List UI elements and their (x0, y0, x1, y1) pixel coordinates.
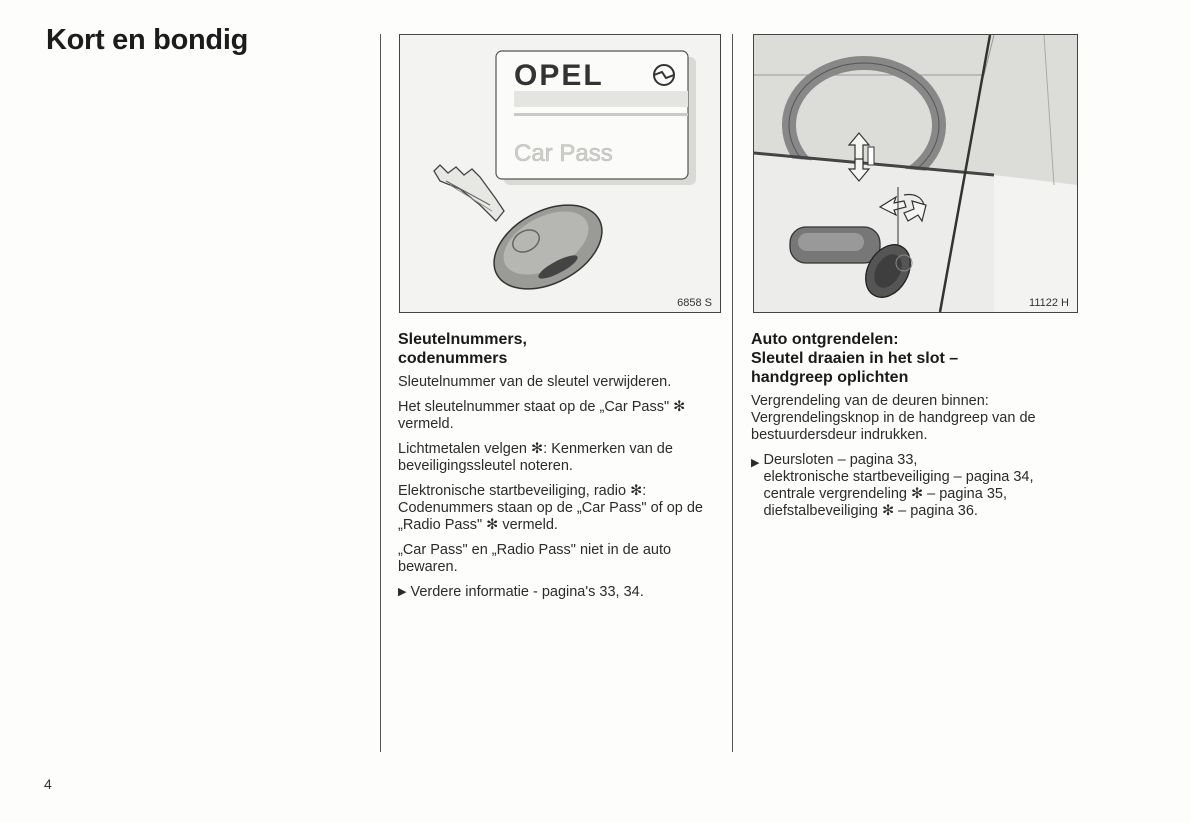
column-divider-right (732, 34, 733, 752)
section-heading: Auto ontgrendelen: Sleutel draaien in het slot – handgreep oplichten (751, 331, 959, 386)
opel-brand-text: OPEL (514, 59, 604, 92)
key-icon (434, 165, 616, 306)
page-title: Kort en bondig (46, 24, 248, 56)
car-pass-label: Car Pass (514, 140, 613, 167)
figure-code: 11122 H (1029, 297, 1069, 309)
paragraph: Lichtmetalen velgen ✻: Kenmerken van de beveiligingssleutel noteren. (398, 441, 673, 474)
section-heading: Sleutelnummers, codenummers (398, 331, 527, 367)
column-divider-left (380, 34, 381, 752)
paragraph: Vergrendeling van de deuren binnen: Vergrendelingsknop in de handgreep van de bestuurdersdeur indrukken. (751, 393, 1036, 443)
unlock-car-section (751, 330, 1077, 528)
triangle-right-icon: ▶ (751, 457, 760, 469)
reference-line: ▶ Verdere informatie - pagina's 33, 34. (398, 584, 644, 600)
paragraph: Het sleutelnummer staat op de „Car Pass" ✻ vermeld. (398, 399, 686, 432)
paragraph: Sleutelnummer van de sleutel verwijderen. (398, 374, 672, 390)
key-car-pass-figure (399, 34, 721, 313)
key-numbers-section (398, 330, 720, 609)
key-car-pass-illustration (400, 35, 720, 312)
triangle-right-icon: ▶ (398, 586, 407, 598)
door-handle-illustration (754, 35, 1077, 312)
paragraph: „Car Pass" en „Radio Pass" niet in de auto bewaren. (398, 542, 672, 575)
reference-list: ▶ Deursloten – pagina 33, elektronische startbeveiliging – pagina 34, centrale vergrendeling ✻ – pagina 35, diefstalbeveiliging ✻ – pagina 36. (751, 452, 1034, 519)
paragraph: Elektronische startbeveiliging, radio ✻: Codenummers staan op de „Car Pass" of op de „Radio Pass" ✻ vermeld. (398, 483, 703, 533)
page-number: 4 (44, 776, 52, 792)
door-unlock-figure (753, 34, 1078, 313)
figure-code: 6858 S (677, 297, 712, 309)
